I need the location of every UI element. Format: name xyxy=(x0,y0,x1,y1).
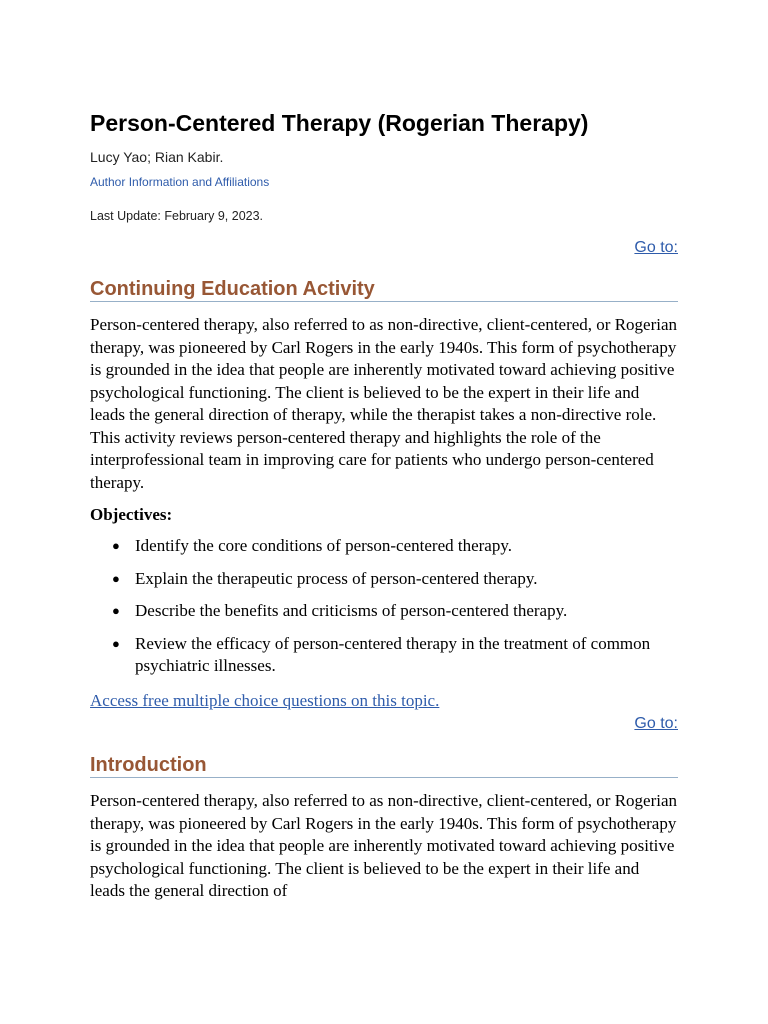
section-heading-continuing-education: Continuing Education Activity xyxy=(90,278,375,300)
section-divider xyxy=(90,777,678,778)
bullet-icon: ● xyxy=(112,538,120,553)
goto-link-1[interactable]: Go to: xyxy=(634,239,678,256)
introduction-paragraph: Person-centered therapy, also referred to as non-directive, client-centered, or Rogerian therapy, was pioneered by Carl Rogers in the early 1940s. This form of psychotherapy is grounded in the idea that people are inherently motivated toward achieving positive psychological functioning. The client is believed to be the expert in their life and leads the general direction of xyxy=(90,791,678,900)
page-title: Person-Centered Therapy (Rogerian Therapy) xyxy=(90,110,589,136)
author-list: Lucy Yao; Rian Kabir. xyxy=(90,149,224,165)
objective-text: Describe the benefits and criticisms of person-centered therapy. xyxy=(135,601,568,620)
objectives-list xyxy=(90,535,678,688)
author-affiliations-link[interactable]: Author Information and Affiliations xyxy=(90,175,270,189)
list-item xyxy=(90,633,678,678)
list-item xyxy=(90,568,678,591)
mcq-questions-link[interactable]: Access free multiple choice questions on this topic. xyxy=(90,691,440,710)
objectives-label: Objectives: xyxy=(90,505,173,524)
bullet-icon: ● xyxy=(112,603,120,618)
list-item xyxy=(90,535,678,558)
bullet-icon: ● xyxy=(112,635,120,651)
objective-text: Review the efficacy of person-centered therapy in the treatment of common psychiatric illnesses. xyxy=(135,633,651,675)
section-heading-introduction: Introduction xyxy=(90,754,207,776)
bullet-icon: ● xyxy=(112,570,120,586)
objective-text: Identify the core conditions of person-centered therapy. xyxy=(135,536,512,555)
list-item xyxy=(90,600,678,623)
last-update-date: Last Update: February 9, 2023. xyxy=(90,209,264,223)
continuing-education-paragraph: Person-centered therapy, also referred to as non-directive, client-centered, or Rogerian therapy, was pioneered by Carl Rogers in the early 1940s. This form of psychotherapy is grounded in the idea that people are inherently motivated toward achieving positive psychological functioning. The client is believed to be the expert in their life and leads the general direction of therapy, while the therapist takes a non-directive role. This activity reviews person-centered therapy and highlights the role of the interprofessional team in improving care for patients who undergo person-centered therapy. xyxy=(90,315,678,492)
section-divider xyxy=(90,301,678,302)
goto-link-2[interactable]: Go to: xyxy=(634,715,678,732)
objective-text: Explain the therapeutic process of person-centered therapy. xyxy=(135,568,538,588)
